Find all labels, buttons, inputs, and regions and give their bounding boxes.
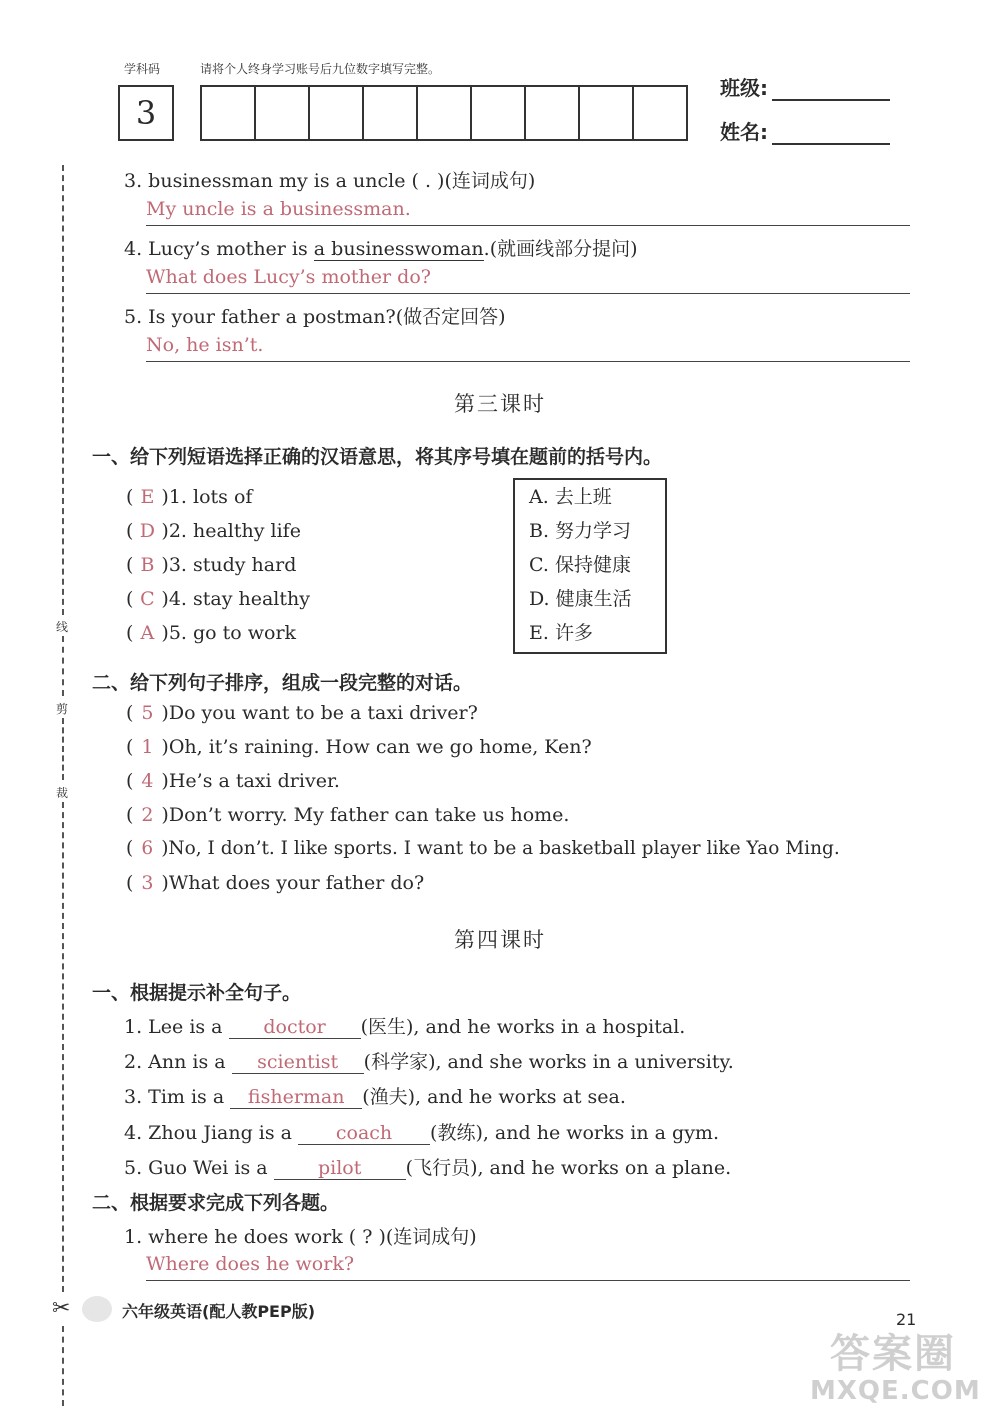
digit-box	[418, 87, 472, 139]
footer-decoration-icon	[82, 1296, 112, 1322]
digit-box	[634, 87, 686, 139]
cut-line	[62, 802, 64, 1292]
question-1: 1. where he does work ( ? )(连词成句)	[124, 1226, 477, 1248]
cut-line-char: 线	[56, 620, 69, 634]
option-item: B. 努力学习	[529, 520, 632, 542]
match-item: ( C )4. stay healthy	[126, 588, 310, 610]
option-item: E. 许多	[529, 622, 593, 644]
digit-box	[580, 87, 634, 139]
question-4: 4. Lucy’s mother is a businesswoman.(就画线部分提问)	[124, 238, 638, 260]
digit-box	[526, 87, 580, 139]
class-label: 班级:	[720, 76, 768, 100]
options-box	[513, 478, 667, 654]
order-item: ( 5 )Do you want to be a taxi driver?	[126, 702, 478, 724]
order-item: ( 2 )Don’t worry. My father can take us home.	[126, 804, 570, 826]
answer-4[interactable]: What does Lucy’s mother do?	[146, 266, 910, 294]
answer-1[interactable]: Where does he work?	[146, 1253, 910, 1281]
watermark-url: MXQE.COM	[810, 1376, 981, 1406]
lesson4-title: 第四课时	[454, 928, 546, 952]
name-field[interactable]	[720, 116, 890, 145]
fill-item: 5. Guo Wei is a pilot (飞行员), and he works on a plane.	[124, 1157, 732, 1179]
lesson4-section2-title: 二、根据要求完成下列各题。	[92, 1192, 340, 1214]
option-item: A. 去上班	[529, 486, 612, 508]
fill-item: 4. Zhou Jiang is a coach (教练), and he works in a gym.	[124, 1122, 719, 1144]
digit-box	[256, 87, 310, 139]
page-number: 21	[896, 1310, 917, 1329]
question-3: 3. businessman my is a uncle ( . )(连词成句)	[124, 170, 536, 192]
fill-item: 2. Ann is a scientist (科学家), and she works in a university.	[124, 1051, 734, 1073]
underlined-phrase: a businesswoman	[313, 238, 484, 260]
cut-line-char: 裁	[56, 786, 69, 800]
subject-code-box: 3	[118, 85, 174, 141]
lesson3-title: 第三课时	[454, 392, 546, 416]
order-item: ( 4 )He’s a taxi driver.	[126, 770, 340, 792]
match-item: ( E )1. lots of	[126, 486, 253, 508]
lesson3-section1-title: 一、给下列短语选择正确的汉语意思，将其序号填在题前的括号内。	[92, 446, 663, 468]
match-item: ( A )5. go to work	[126, 622, 297, 644]
book-title: 六年级英语(配人教PEP版)	[122, 1302, 316, 1321]
order-item: ( 1 )Oh, it’s raining. How can we go home, Ken?	[126, 736, 592, 758]
cut-line-char: 剪	[56, 702, 69, 716]
digit-box	[472, 87, 526, 139]
name-label: 姓名:	[720, 120, 768, 144]
question-5: 5. Is your father a postman?(做否定回答)	[124, 306, 506, 328]
subject-code-label: 学科码	[124, 62, 161, 76]
instruction-text: 请将个人终身学习账号后九位数字填写完整。	[200, 62, 441, 76]
digit-box	[310, 87, 364, 139]
option-item: D. 健康生活	[529, 588, 632, 610]
scissors-icon: ✂	[52, 1296, 71, 1321]
match-item: ( D )2. healthy life	[126, 520, 301, 542]
match-item: ( B )3. study hard	[126, 554, 297, 576]
account-digit-boxes[interactable]	[200, 85, 688, 141]
lesson3-section2-title: 二、给下列句子排序，组成一段完整的对话。	[92, 672, 473, 694]
fill-item: 1. Lee is a doctor (医生), and he works in a hospital.	[124, 1016, 686, 1038]
answer-3[interactable]: My uncle is a businessman.	[146, 198, 910, 226]
order-item: ( 3 )What does your father do?	[126, 872, 425, 894]
lesson4-section1-title: 一、根据提示补全句子。	[92, 982, 302, 1004]
watermark-logo: 答案圈	[830, 1331, 956, 1377]
class-field[interactable]	[720, 72, 890, 101]
cut-line	[62, 636, 64, 696]
answer-5[interactable]: No, he isn’t.	[146, 334, 910, 362]
fill-item: 3. Tim is a fisherman (渔夫), and he works at sea.	[124, 1086, 626, 1108]
blank[interactable]: doctor	[229, 1016, 361, 1039]
blank[interactable]: pilot	[274, 1157, 406, 1180]
blank[interactable]: fisherman	[230, 1086, 362, 1109]
blank[interactable]: scientist	[232, 1051, 364, 1074]
cut-line	[62, 1326, 64, 1406]
option-item: C. 保持健康	[529, 554, 631, 576]
digit-box	[364, 87, 418, 139]
cut-line	[62, 718, 64, 780]
blank[interactable]: coach	[298, 1122, 430, 1145]
order-item: ( 6 )No, I don’t. I like sports. I want to be a basketball player like Yao Ming.	[126, 838, 840, 859]
digit-box	[202, 87, 256, 139]
